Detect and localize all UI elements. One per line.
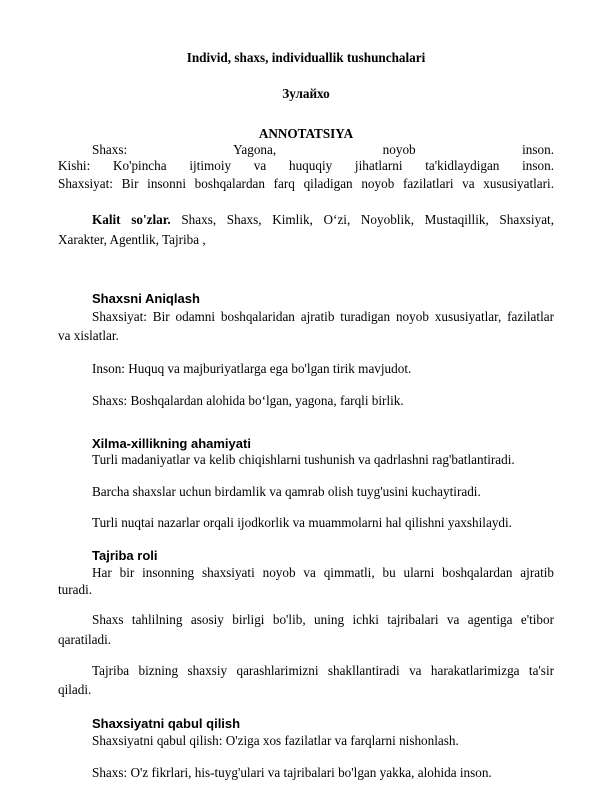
paragraph: Shaxs: O'z fikrlari, his-tuyg'ulari va tajribalari bo'lgan yakka, alohida inson. xyxy=(92,765,492,780)
paragraph-line: Shaxs tahlilning asosiy birligi bo'lib, uning ichki tajribalari va agentiga e'tibor xyxy=(92,612,554,627)
document-title: Individ, shaxs, individuallik tushunchalari xyxy=(186,50,426,65)
section-heading-experience: Tajriba roli xyxy=(92,548,158,563)
section-heading-diversity: Xilma-xillikning ahamiyati xyxy=(92,436,251,451)
author-name: Зулайхо xyxy=(282,86,330,101)
annotation-line-3: Shaxsiyat: Bir insonni boshqalardan farq qiladigan noyob fazilatlari va xususiyatlari. xyxy=(58,176,554,191)
paragraph: Turli nuqtai nazarlar orqali ijodkorlik va muammolarni hal qilishni yaxshilaydi. xyxy=(92,515,512,530)
paragraph-line: va xislatlar. xyxy=(58,328,119,343)
keywords-line-2: Xarakter, Agentlik, Tajriba , xyxy=(58,232,206,247)
annotation-heading: ANNOTATSIYA xyxy=(258,126,354,141)
paragraph: Turli madaniyatlar va kelib chiqishlarni tushunish va qadrlashni rag'batlantiradi. xyxy=(92,452,515,467)
annotation-line-2: Kishi: Ko'pincha ijtimoiy va huquqiy jihatlarni ta'kidlaydigan inson. xyxy=(58,158,554,173)
paragraph: Barcha shaxslar uchun birdamlik va qamrab olish tuyg'usini kuchaytiradi. xyxy=(92,484,481,499)
paragraph: Shaxs: Boshqalardan alohida bo‘lgan, yagona, farqli birlik. xyxy=(92,393,404,408)
annotation-line-1: Shaxs: Yagona, noyob inson. xyxy=(92,142,554,157)
paragraph-line: Shaxsiyat: Bir odamni boshqalaridan ajratib turadigan noyob xususiyatlar, fazilatlar xyxy=(92,309,554,324)
paragraph-line: Tajriba bizning shaxsiy qarashlarimizni shakllantiradi va harakatlarimizga ta'sir xyxy=(92,663,554,678)
paragraph-line: qiladi. xyxy=(58,682,92,697)
paragraph-line: Har bir insonning shaxsiyati noyob va qimmatli, bu ularni boshqalardan ajratib xyxy=(92,565,554,580)
keywords-label: Kalit so'zlar. xyxy=(92,212,171,227)
keywords-line-1 xyxy=(92,212,554,228)
section-heading-acceptance: Shaxsiyatni qabul qilish xyxy=(92,716,241,731)
keywords-list: Shaxs, Shaxs, Kimlik, O‘zi, Noyoblik, Mustaqillik, Shaxsiyat, xyxy=(170,212,555,227)
paragraph-line: qaratiladi. xyxy=(58,632,112,647)
paragraph: Shaxsiyatni qabul qilish: O'ziga xos fazilatlar va farqlarni nishonlash. xyxy=(92,733,459,748)
paragraph-line: turadi. xyxy=(58,582,93,597)
paragraph: Inson: Huquq va majburiyatlarga ega bo'lgan tirik mavjudot. xyxy=(92,361,412,376)
section-heading-identity: Shaxsni Aniqlash xyxy=(92,291,200,306)
